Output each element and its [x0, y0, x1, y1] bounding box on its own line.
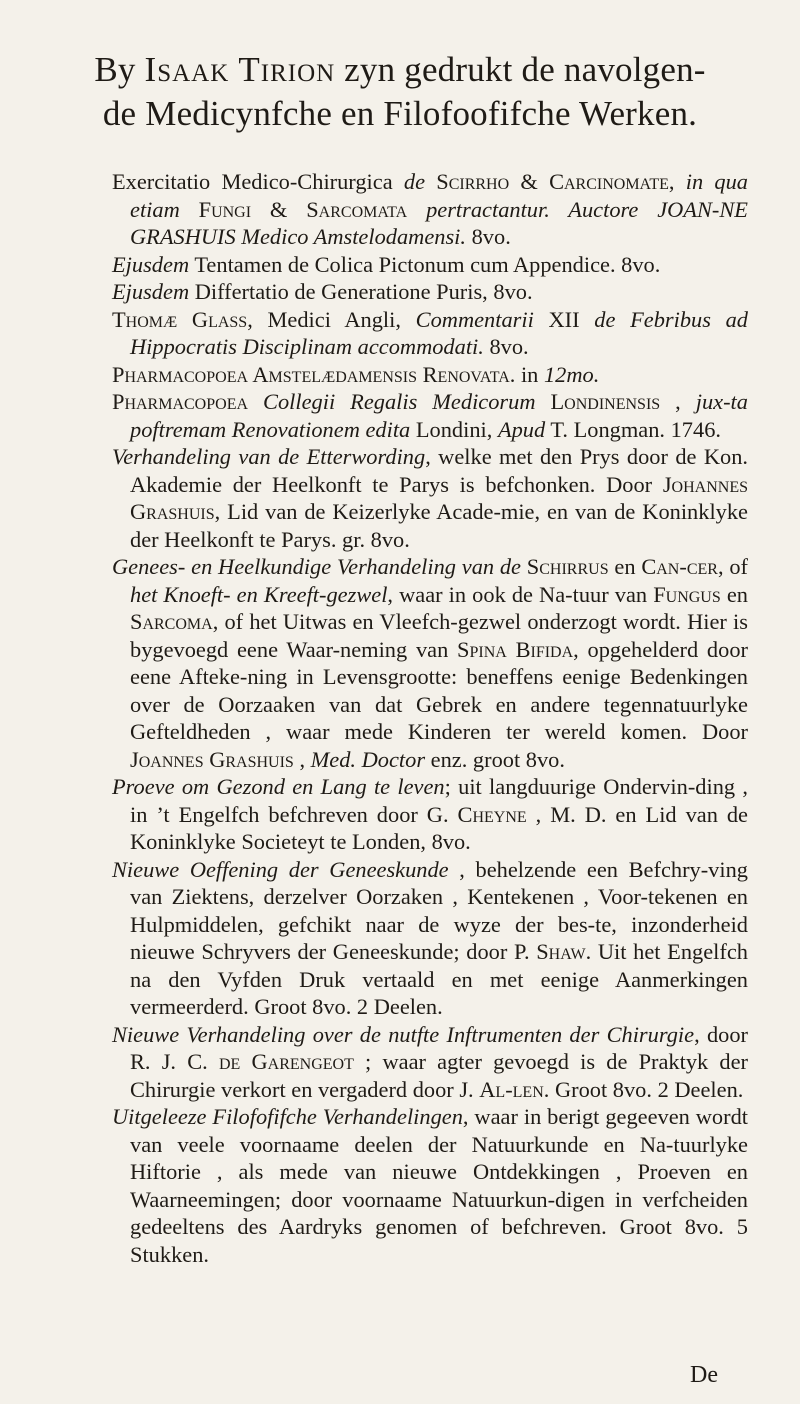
entry-text: &: [251, 196, 307, 222]
entry-text: Verhandeling van de Etterwording: [112, 444, 426, 469]
entry-text: Thomæ Glass: [112, 306, 248, 332]
entry-text: , opgehelderd door eene Afteke-ning in Levensgrootte: beneffens eenige Bedenkingen over de Oorzaaken van dat Gebrek en andere tegennatuurlyke Gefteldheden , waar mede Kinderen ter wereld komen. Door: [130, 636, 748, 744]
heading-printer-name: Isaak Tirion: [144, 50, 336, 89]
entry-text: [407, 197, 426, 222]
entry-text: ; waar agter gevoegd is de Praktyk der Chirurgie verkort en vergaderd door J.: [130, 1049, 749, 1102]
entry-text: Differtatio de Generatione Puris, 8vo.: [189, 279, 533, 304]
entry-text: Nieuwe Verhandeling over de nutfte Inftrumenten der Chirurgie: [112, 1021, 695, 1047]
entry-text: , M. D. en Lid van de Koninklyke Societeyt te Londen, 8vo.: [130, 801, 748, 854]
book-entry: [112, 443, 748, 553]
book-entry: [112, 278, 748, 306]
entry-text: . Groot 8vo. 2 Deelen.: [543, 1076, 744, 1102]
book-list: [112, 168, 748, 1268]
book-entry: [112, 553, 748, 773]
heading-line-2: de Medicynfche en Filofoofifche Werken.: [102, 94, 698, 133]
book-entry: [112, 1021, 748, 1104]
entry-text: in qua etiam: [130, 169, 748, 222]
entry-text: de Febribus ad Hippocratis Disciplinam accommodati.: [130, 306, 748, 359]
entry-text: , Lid van de Keizerlyke Acade-mie, en van de Koninklyke der Heelkonft te Parys. gr. 8vo.: [130, 499, 748, 552]
entry-text: en: [720, 581, 748, 607]
entry-text: het Knoeft- en Kreeft-gezwel: [130, 581, 388, 607]
entry-text: jux-ta poftremam Renovationem edita: [130, 389, 748, 442]
entry-text: 8vo.: [466, 224, 511, 249]
entry-text: Nieuwe Oeffening der Geneeskunde: [112, 856, 449, 882]
entry-text: 12mo.: [543, 361, 600, 387]
entry-text: Londinensis: [550, 389, 661, 414]
entry-text: , Medici Angli,: [247, 306, 416, 332]
entry-text: de Garengeot: [218, 1049, 354, 1074]
entry-text: Joannes Grashuis: [130, 746, 294, 772]
catchword: De: [690, 1362, 718, 1388]
entry-text: Exercitatio Medico-Chirurgica: [112, 169, 404, 194]
entry-text: ,: [668, 169, 686, 194]
book-entry: [112, 306, 748, 361]
entry-text: . in: [509, 361, 544, 387]
entry-text: Cheyne: [457, 801, 527, 827]
entry-text: , behelzende een Befchry-ving van Ziektens, derzelver Oorzaken , Kentekenen , Voor-tekenen en Hulpmiddelen, gefchikt naar de wyze der bes-te, inzonderheid nieuwe Schryvers der Geneeskunde; door P.: [130, 856, 748, 964]
entry-text: Scirrho: [425, 169, 510, 194]
entry-text: Commentarii: [415, 306, 534, 332]
entry-text: , waar in ook de Na-tuur van: [387, 581, 654, 607]
entry-text: de: [403, 169, 426, 194]
page-heading: [60, 48, 740, 136]
entry-text: XII: [533, 306, 595, 332]
entry-text: Pharmacopoea: [112, 389, 249, 414]
entry-text: [536, 389, 551, 414]
entry-text: , welke met den Prys door de Kon. Akademie der Heelkonft te Parys is befchonken. Door: [130, 444, 748, 497]
entry-text: Med. Doctor: [310, 746, 426, 772]
entry-text: Londini,: [410, 416, 498, 442]
entry-text: , waar in berigt gegeeven wordt van veele voornaame deelen der Natuurkunde en Na-tuurlyke Hiftorie , als mede van nieuwe Ontdekkingen , Proeven en Waarneemingen; door voornaame Natuurkun-digen in verfcheiden gedeeltens des Aardryks genomen of befchreven. Groot 8vo. 5 Stukken.: [130, 1104, 748, 1267]
entry-text: Ejusdem: [112, 279, 190, 304]
entry-text: Can-cer: [641, 554, 718, 579]
entry-text: , door R. J. C.: [130, 1021, 748, 1074]
entry-text: Apud: [497, 416, 546, 442]
book-entry: [112, 856, 748, 1021]
book-entry: [112, 361, 748, 389]
entry-text: 8vo.: [483, 334, 529, 359]
entry-text: pertractantur. Auctore JOAN-NE GRASHUIS Medico Amstelodamensi.: [130, 196, 748, 249]
heading-line-1-rest: zyn gedrukt de navolgen-: [344, 50, 706, 89]
entry-text: ,: [660, 389, 696, 414]
entry-text: ,: [293, 746, 311, 772]
entry-text: Sarcomata: [306, 196, 408, 222]
entry-text: Carcinomate: [549, 169, 669, 194]
book-entry: [112, 388, 748, 443]
entry-text: enz. groot 8vo.: [425, 746, 565, 772]
entry-text: Tentamen de Colica Pictonum cum Appendice. 8vo.: [189, 251, 661, 277]
entry-text: Spina Bifida: [457, 636, 574, 662]
entry-text: , of het Uitwas en Vleefch-gezwel onderzogt wordt. Hier is bygevoegd eene Waar-neming van: [130, 609, 748, 662]
book-entry: [112, 168, 748, 251]
book-entry: [112, 1103, 748, 1268]
entry-text: ; uit langduurige Ondervin-ding , in ’t Engelfch befchreven door G.: [130, 774, 748, 827]
entry-text: Collegii Regalis Medicorum: [263, 389, 536, 414]
heading-by: By: [94, 50, 136, 89]
entry-text: T. Longman. 1746.: [545, 416, 721, 442]
entry-text: Pharmacopoea Amstelædamensis Renovata: [112, 361, 510, 387]
book-entry: [112, 251, 748, 279]
entry-text: Sarcoma: [130, 609, 213, 634]
entry-text: Fungi: [179, 196, 252, 222]
entry-text: Uitgeleeze Filofofifche Verhandelingen: [112, 1104, 463, 1129]
entry-text: Al-len: [479, 1076, 544, 1102]
entry-text: , of: [717, 554, 748, 579]
entry-text: en: [608, 554, 642, 579]
heading-line-1: [60, 48, 740, 92]
entry-text: Schirrus: [526, 554, 609, 579]
book-entry: [112, 773, 748, 856]
entry-text: Genees- en Heelkundige Verhandeling van de: [112, 554, 521, 579]
entry-text: Shaw: [536, 939, 586, 964]
entry-text: Proeve om Gezond en Lang te leven: [112, 774, 445, 799]
entry-text: Johannes Grashuis: [130, 471, 748, 524]
entry-text: . Uit het Engelfch na den Vyfden Druk vertaald en met eenige Aanmerkingen vermeerderd. Groot 8vo. 2 Deelen.: [130, 939, 748, 1019]
entry-text: Ejusdem: [112, 251, 190, 277]
entry-text: Fungus: [653, 581, 721, 607]
entry-text: &: [509, 169, 550, 194]
entry-text: [248, 389, 263, 414]
